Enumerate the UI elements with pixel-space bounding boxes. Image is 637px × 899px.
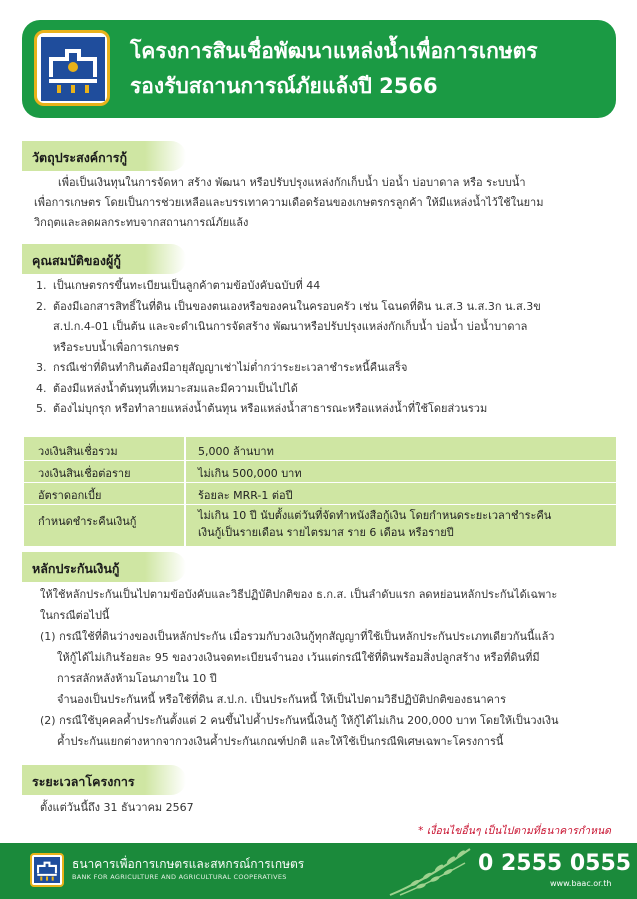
list-number: 1. <box>36 279 47 292</box>
collateral-heading-band <box>22 552 186 582</box>
list-item <box>36 297 611 359</box>
collateral-item-line: ให้กู้ได้ไม่เกินร้อยละ 95 ของวงเงินจดทะเบียนจำนอง เว้นแต่กรณีใช้ที่ดินพร้อมสิ่งปลูกสร้าง หรือที่ดินที่มี <box>57 651 540 664</box>
list-text: ต้องไม่บุกรุก หรือทำลายแหล่งน้ำต้นทุน หรือแหล่งน้ำสาธารณะหรือแหล่งน้ำที่ใช้โดยส่วนรวม <box>53 402 488 415</box>
column-divider <box>184 437 186 546</box>
repayment-line: เงินกู้เป็นรายเดือน รายไตรมาส ราย 6 เดือน หรือรายปี <box>198 526 454 539</box>
objective-line: เพื่อการเกษตร โดยเป็นการช่วยเหลือและบรรเทาความเดือดร้อนของเกษตรกรลูกค้า ให้มีแหล่งน้ำไว้ใช้ในยาม <box>34 196 544 209</box>
list-text: เป็นเกษตรกรขึ้นทะเบียนเป็นลูกค้าตามข้อบังคับฉบับที่ 44 <box>53 279 321 292</box>
website-link[interactable]: www.baac.or.th <box>550 879 612 888</box>
objective-heading-band <box>22 141 186 171</box>
period-heading-band <box>22 765 186 795</box>
list-text: ต้องมีแหล่งน้ำต้นทุนที่เหมาะสมและมีความเป็นไปได้ <box>53 381 298 395</box>
collateral-item-1 <box>40 626 615 710</box>
credit-per-person-value: ไม่เกิน 500,000 บาท <box>198 467 302 480</box>
collateral-heading: หลักประกันเงินกู้ <box>32 561 120 576</box>
list-item <box>36 399 611 420</box>
repayment-value <box>198 507 551 541</box>
contact-phone: 0 2555 0555 <box>478 851 632 876</box>
credit-per-person-label: วงเงินสินเชื่อต่อราย <box>38 467 131 480</box>
list-number: 5. <box>36 402 47 415</box>
interest-rate-label: อัตราดอกเบี้ย <box>38 489 102 502</box>
title-line-1: โครงการสินเชื่อพัฒนาแหล่งน้ำเพื่อการเกษตร <box>130 39 538 63</box>
baac-logo-icon <box>30 853 64 887</box>
loan-terms-table <box>24 437 616 546</box>
credit-total-value: 5,000 ล้านบาท <box>198 445 274 458</box>
collateral-item-line: จำนองเป็นประกันหนี้ หรือใช้ที่ดิน ส.ป.ก. เป็นประกันหนี้ ให้เป็นไปตามวิธีปฏิบัติปกติของธนาคาร <box>57 693 506 706</box>
qualifications-heading: คุณสมบัติของผู้กู้ <box>32 253 121 268</box>
period-text: ตั้งแต่วันนี้ถึง 31 ธันวาคม 2567 <box>40 801 194 814</box>
rice-stalk-icon <box>385 845 475 897</box>
footer-bar <box>0 843 637 899</box>
qualifications-list <box>36 276 611 420</box>
qualifications-heading-band <box>22 244 186 274</box>
list-number: 2. <box>36 299 47 313</box>
interest-rate-value: ร้อยละ MRR-1 ต่อปี <box>198 489 293 502</box>
row-divider <box>24 504 616 505</box>
conditions-note: * เงื่อนไขอื่นๆ เป็นไปตามที่ธนาคารกำหนด <box>418 825 611 837</box>
objective-heading: วัตถุประสงค์การกู้ <box>32 150 128 165</box>
collateral-item-line: (1) กรณีใช้ที่ดินว่างของเป็นหลักประกัน เมื่อรวมกับวงเงินกู้ทุกสัญญาที่ใช้เป็นหลักประกันประเภทเดียวกันนี้แล้ว <box>40 630 555 643</box>
list-number: 3. <box>36 361 47 374</box>
collateral-item-line: การสลักหลังห้ามโอนภายใน 10 ปี <box>57 672 217 685</box>
row-divider <box>24 482 616 483</box>
objective-text <box>34 173 609 233</box>
collateral-text <box>40 584 615 752</box>
credit-total-label: วงเงินสินเชื่อรวม <box>38 445 118 458</box>
page-title <box>130 34 600 104</box>
collateral-item-line: (2) กรณีใช้บุคคลค้ำประกันตั้งแต่ 2 คนขึ้นไปค้ำประกันหนี้เงินกู้ ให้กู้ได้ไม่เกิน 200,000 บาท โดยให้เป็นวงเงิน <box>40 714 559 727</box>
list-number: 4. <box>36 381 47 395</box>
collateral-intro-line: ในกรณีต่อไปนี้ <box>40 609 110 622</box>
objective-line: วิกฤตและลดผลกระทบจากสถานการณ์ภัยแล้ง <box>34 216 249 229</box>
list-text: กรณีเช่าที่ดินทำกินต้องมีอายุสัญญาเช่าไม่ต่ำกว่าระยะเวลาชำระหนี้คืนเสร็จ <box>53 361 408 374</box>
collateral-item-line: ค้ำประกันแยกต่างหากจากวงเงินค้ำประกันเกณฑ์ปกติ และให้ใช้เป็นกรณีพิเศษเฉพาะโครงการนี้ <box>57 735 504 748</box>
bank-name-thai: ธนาคารเพื่อการเกษตรและสหกรณ์การเกษตร <box>72 857 305 871</box>
list-text: หรือระบบน้ำเพื่อการเกษตร <box>53 340 180 354</box>
period-heading: ระยะเวลาโครงการ <box>32 774 135 789</box>
list-item <box>36 379 611 400</box>
title-line-2: รองรับสถานการณ์ภัยแล้งปี 2566 <box>130 74 438 98</box>
baac-logo-icon <box>34 30 110 106</box>
list-text: ต้องมีเอกสารสิทธิ์ในที่ดิน เป็นของตนเองหรือของคนในครอบครัว เช่น โฉนดที่ดิน น.ส.3 น.ส.3ก น.ส.3ข <box>53 299 541 313</box>
header-banner <box>22 20 616 118</box>
bank-name-english: BANK FOR AGRICULTURE AND AGRICULTURAL COOPERATIVES <box>72 873 287 881</box>
collateral-intro-line: ให้ใช้หลักประกันเป็นไปตามข้อบังคับและวิธีปฏิบัติปกติของ ธ.ก.ส. เป็นลำดับแรก ลดหย่อนหลักประกันได้เฉพาะ <box>40 588 558 601</box>
repayment-line: ไม่เกิน 10 ปี นับตั้งแต่วันที่จัดทำหนังสือกู้เงิน โดยกำหนดระยะเวลาชำระคืน <box>198 509 552 522</box>
list-text: ส.ป.ก.4-01 เป็นต้น และจะดำเนินการจัดสร้าง พัฒนาหรือปรับปรุงแหล่งกักเก็บน้ำ บ่อน้ำ บ่อน้ำบาดาล <box>53 320 528 333</box>
list-item <box>36 358 611 379</box>
repayment-label: กำหนดชำระคืนเงินกู้ <box>38 515 137 528</box>
collateral-item-2 <box>40 710 615 752</box>
row-divider <box>24 460 616 461</box>
objective-line: เพื่อเป็นเงินทุนในการจัดหา สร้าง พัฒนา หรือปรับปรุงแหล่งกักเก็บน้ำ บ่อน้ำ บ่อบาดาล หรือ ระบบน้ำ <box>58 176 526 189</box>
list-item <box>36 276 611 297</box>
